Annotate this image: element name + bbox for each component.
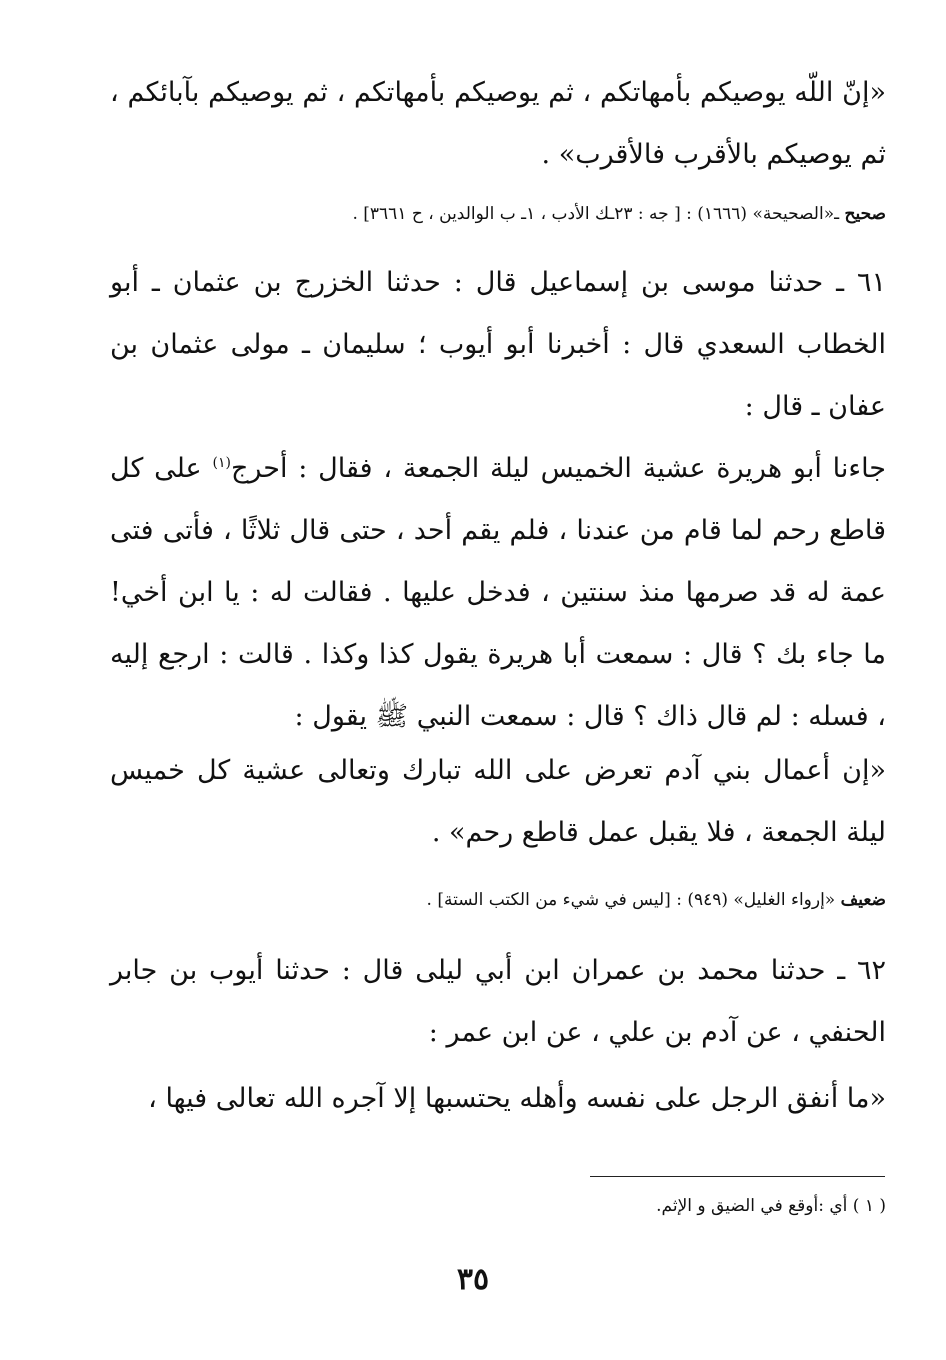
reference-text: «إرواء الغليل» (٩٤٩) : [ليس في شيء من الكتب الستة] . <box>426 890 841 910</box>
hadith-text-1: «إنّ اللّه يوصيكم بأمهاتكم ، ثم يوصيكم بأمهاتكم ، ثم يوصيكم بآبائكم ، ثم يوصيكم بالأقرب فالأقرب» . <box>110 77 886 170</box>
grading-reference-1 <box>110 200 886 228</box>
hadith-text-3: «ما أنفق الرجل على نفسه وأهله يحتسبها إلا آجره الله تعالى فيها ، <box>148 1083 886 1114</box>
hadith-chain-62: ٦٢ ـ حدثنا محمد بن عمران ابن أبي ليلى قال : حدثنا أيوب بن جابر الحنفي ، عن آدم بن علي ، عن ابن عمر : <box>110 955 886 1048</box>
footnote: ( ١ ) أي :أوقع في الضيق و الإثم. <box>656 1196 886 1216</box>
narrative-paragraph: جاءنا أبو هريرة عشية الخميس ليلة الجمعة ، فقال : أحرج$^{(١)}$ على كل قاطع رحم لما قام من عندنا ، فلم يقم أحد ، حتى قال ثلاثًا ، فأتى فتى عمة له قد صرمها منذ سنتين ، فدخل عليها . فقالت له : يا ابن أخي! ما جاء بك ؟ قال : سمعت أبا هريرة يقول كذا وكذا . قالت : ارجع إليه ، فسله : لم قال ذاك ؟ قال : سمعت النبي ﷺ يقول : <box>110 453 886 732</box>
footnote-marker: (١) <box>212 455 231 471</box>
footnote-divider <box>590 1176 885 1177</box>
grade-label: ضعيف <box>840 890 886 910</box>
reference-text: ـ«الصحيحة» (١٦٦٦) : [ جه : ٢٣ـك الأدب ، ١ـ ب الوالدين ، ح ٣٦٦١] . <box>352 204 845 224</box>
hadith-text-2: «إن أعمال بني آدم تعرض على الله تبارك وتعالى عشية كل خميس ليلة الجمعة ، فلا يقبل عمل قاطع رحم» . <box>110 755 886 848</box>
grading-reference-2 <box>110 886 886 914</box>
page-number: ٣٥ <box>456 1262 490 1297</box>
grade-label: صحيح <box>844 204 886 224</box>
hadith-chain-61: ٦١ ـ حدثنا موسى بن إسماعيل قال : حدثنا الخزرج بن عثمان ـ أبو الخطاب السعدي قال : أخبرنا أبو أيوب ؛ سليمان ـ مولى عثمان بن عفان ـ قال : <box>110 267 886 422</box>
